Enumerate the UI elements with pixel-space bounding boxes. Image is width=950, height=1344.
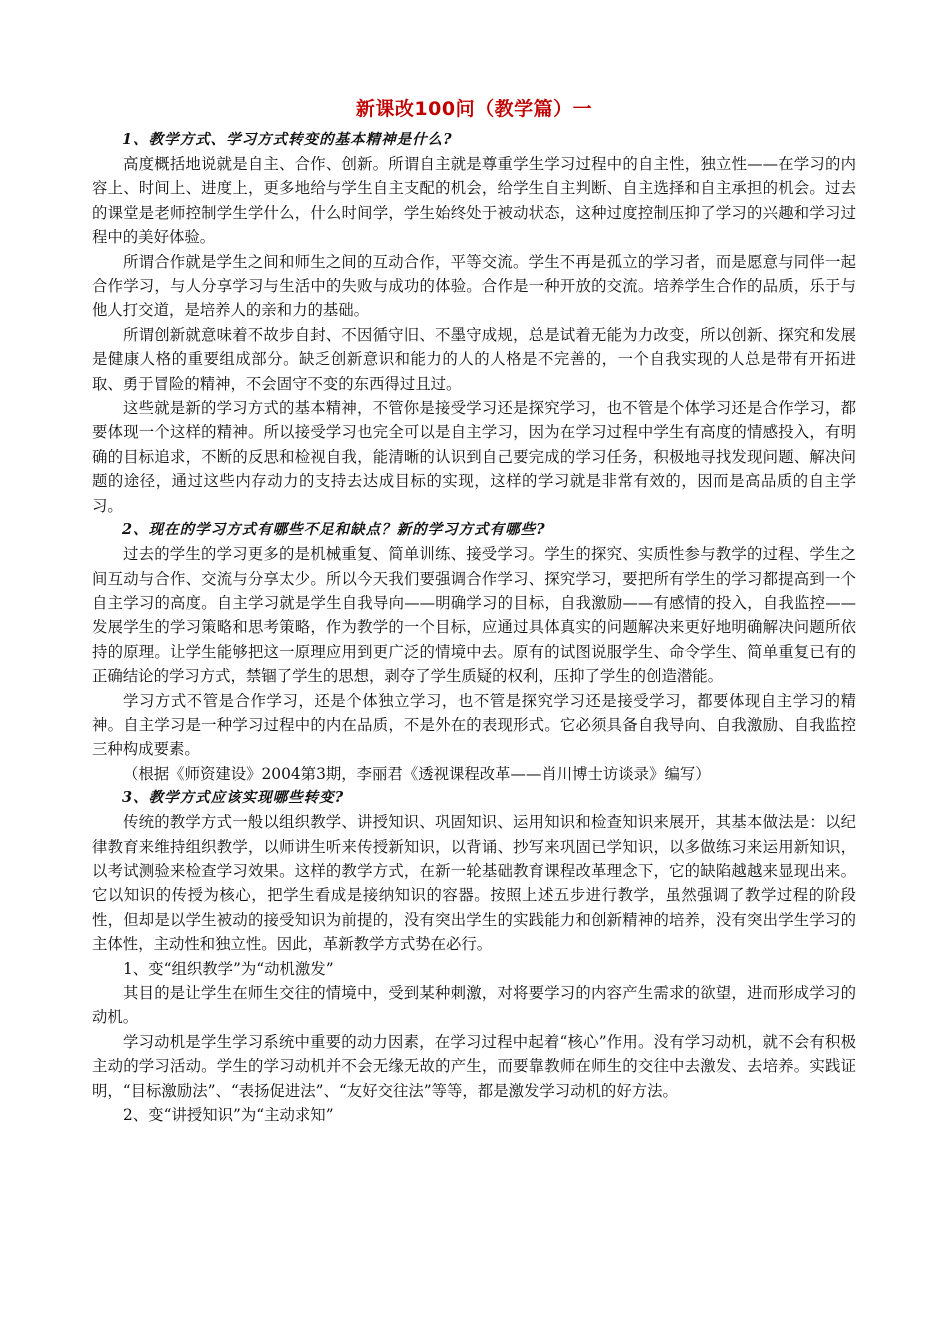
question-3-heading: 3、教学方式应该实现哪些转变? (122, 789, 345, 807)
q3-subheading: 2、变“讲授知识”为“主动求知” (123, 1106, 334, 1125)
q1-paragraph: 高度概括地说就是自主、合作、创新。所谓自主就是尊重学生学习过程中的自主性，独立性——在学习的内容上、时间上、进度上，更多地给与学生自主支配的机会，给学生自主判断、自主选择和自主承担的机会。过去的课堂是老师控制学生学什么，什么时间学，学生始终处于被动状态，这种过度控制压抑了学习的兴趣和学习过程中的美好体验。 (92, 155, 856, 247)
q1-paragraph: 所谓创新就意味着不故步自封、不因循守旧、不墨守成规，总是试着无能为力改变，所以创新、探究和发展是健康人格的重要组成部分。缺乏创新意识和能力的人的人格是不完善的，一个自我实现的人总是带有开拓进取、勇于冒险的精神，不会固守不变的东西得过且过。 (92, 325, 856, 393)
q3-paragraph: 传统的教学方式一般以组织教学、讲授知识、巩固知识、运用知识和检查知识来展开，其基本做法是：以纪律教育来维持组织教学，以师讲生听来传授新知识，以背诵、抄写来巩固已学知识，以多做练习来运用新知识，以考试测验来检查学习效果。这样的教学方式，在新一轮基础教育课程改革理念下，它的缺陷越越来显现出来。它以知识的传授为核心，把学生看成是接纳知识的容器。按照上述五步进行教学，虽然强调了教学过程的阶段性，但却是以学生被动的接受知识为前提的，没有突出学生的实践能力和创新精神的培养，没有突出学生学习的主体性，主动性和独立性。因此，革新教学方式势在必行。 (92, 813, 856, 954)
q3-subheading: 1、变“组织教学”为“动机激发” (123, 959, 334, 978)
q3-paragraph: 学习动机是学生学习系统中重要的动力因素，在学习过程中起着“核心”作用。没有学习动机，就不会有积极主动的学习活动。学生的学习动机并不会无缘无故的产生，而要靠教师在师生的交往中去激发、去培养。实践证明，“目标激励法”、“表扬促进法”、“友好交往法”等等，都是激发学习动机的好方法。 (92, 1032, 856, 1100)
document-title: 新课改100问（教学篇）一 (355, 98, 593, 120)
q2-paragraph: 学习方式不管是合作学习，还是个体独立学习，也不管是探究学习还是接受学习，都要体现自主学习的精神。自主学习是一种学习过程中的内在品质，不是外在的表现形式。它必须具备自我导向、自我激励、自我监控三种构成要素。 (92, 691, 856, 759)
question-1-heading: 1、教学方式、学习方式转变的基本精神是什么? (122, 131, 453, 148)
question-2-heading: 2、现在的学习方式有哪些不足和缺点？新的学习方式有哪些? (122, 521, 546, 539)
source-citation: （根据《师资建设》2004第3期，李丽君《透视课程改革——肖川博士访谈录》编写） (123, 764, 711, 783)
document-page (92, 96, 856, 1127)
q3-paragraph: 其目的是让学生在师生交往的情境中，受到某种刺激，对将要学习的内容产生需求的欲望，进而形成学习的动机。 (92, 984, 856, 1027)
q1-paragraph: 所谓合作就是学生之间和师生之间的互动合作，平等交流。学生不再是孤立的学习者，而是愿意与同伴一起合作学习，与人分享学习与生活中的失败与成功的体验。合作是一种开放的交流。培养学生合作的品质，乐于与他人打交道，是培养人的亲和力的基础。 (92, 252, 856, 320)
q2-paragraph: 过去的学生的学习更多的是机械重复、简单训练、接受学习。学生的探究、实质性参与教学的过程、学生之间互动与合作、交流与分享太少。所以今天我们要强调合作学习、探究学习，要把所有学生的学习都提高到一个自主学习的高度。自主学习就是学生自我导向——明确学习的目标，自我激励——有感情的投入，自我监控——发展学生的学习策略和思考策略，作为教学的一个目标，应通过具体真实的问题解决来更好地明确解决问题所依持的原理。让学生能够把这一原理应用到更广泛的情境中去。原有的试图说服学生、命令学生、简单重复已有的正确结论的学习方式，禁锢了学生的思想，剥夺了学生质疑的权利，压抑了学生的创造潜能。 (92, 545, 856, 686)
q1-paragraph: 这些就是新的学习方式的基本精神，不管你是接受学习还是探究学习，也不管是个体学习还是合作学习，都要体现一个这样的精神。所以接受学习也完全可以是自主学习，因为在学习过程中学生有高度的情感投入，有明确的目标追求，不断的反思和检视自我，能清晰的认识到自己要完成的学习任务，积极地寻找发现问题、解决问题的途径，通过这些内存动力的支持去达成目标的实现，这样的学习就是非常有效的，因而是高品质的自主学习。 (92, 399, 856, 515)
